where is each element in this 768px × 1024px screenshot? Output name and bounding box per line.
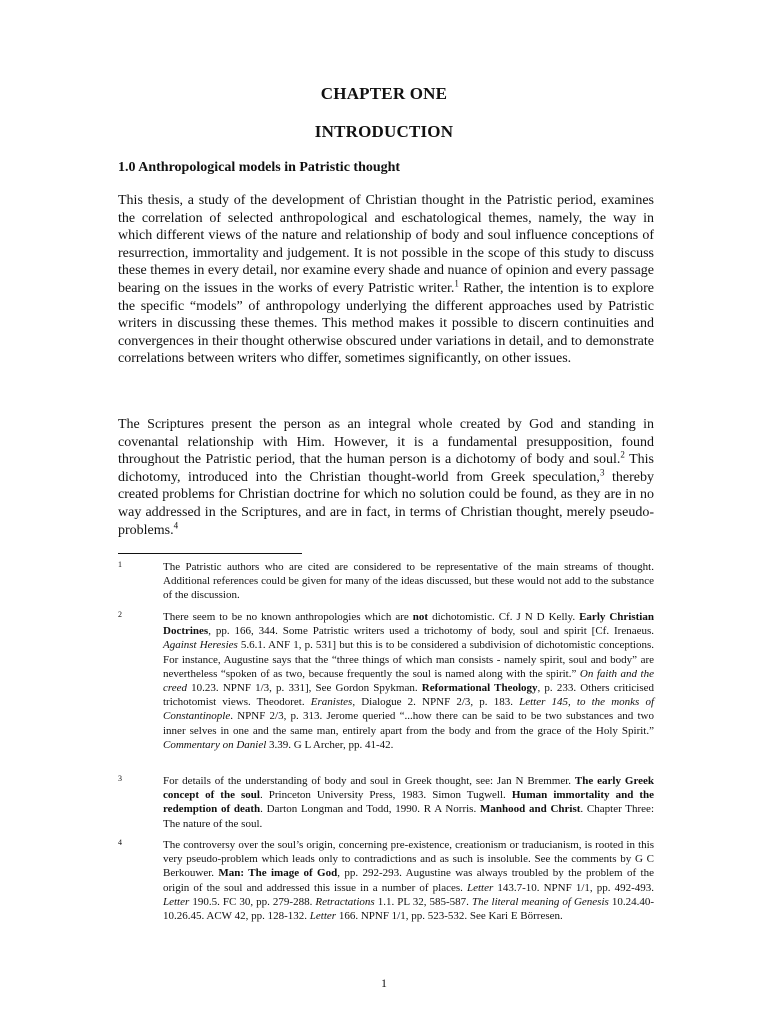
footnote-text <box>163 610 654 752</box>
book-title: Early Christian Doctrines <box>163 611 654 638</box>
footnote-run: For details of the understanding of body and soul in Greek thought, see: Jan N Bremmer. <box>163 775 575 787</box>
book-title: The early Greek concept of the soul <box>163 775 655 802</box>
chapter-heading: CHAPTER ONE <box>320 84 448 103</box>
work-title: On faith and the creed <box>163 667 654 695</box>
footnote-run: 1.1. PL 32, 585-587. <box>374 895 472 908</box>
footnote-run: , p. 233. Others criticised trichotomist views. Theodoret. <box>163 682 655 709</box>
footnote-number: 4 <box>118 838 122 847</box>
footnote-run: 10.23. NPNF 1/3, p. 331], See Gordon Spykman. <box>187 682 422 695</box>
footnote-run: . Darton Longman and Todd, 1990. R A Norris. <box>260 803 480 816</box>
section-heading: 1.0 Anthropological models in Patristic thought <box>118 160 401 175</box>
work-title: Letter 145, to the monks of Constantinople <box>163 696 654 723</box>
footnote-run: , pp. 166, 344. Some Patristic writers used a trichotomy of body, soul and spirit [Cf. Irenaeus. <box>208 625 654 638</box>
work-title: Letter <box>309 910 337 923</box>
footnote-text <box>163 838 654 923</box>
footnote-run: . NPNF 2/3, p. 313. Jerome queried “...how there can be said to be two substances and two inner selves in one and the same man, entirely apart from the body and from the grace of the Holy Spirit.” <box>163 710 654 737</box>
footnote-bold: not <box>412 611 429 623</box>
paragraph-text: The Scriptures present the person as an integral whole created by God and standing in covenantal relationship with Him. However, it is a fundamental presupposition, found throughout the Patristic period, that the human person is a dichotomy of body and soul. <box>118 417 654 468</box>
footnote-run: . Princeton University Press, 1983. Simon Tugwell. <box>259 789 512 802</box>
work-title: Commentary on Daniel <box>163 738 267 751</box>
footnote-number: 3 <box>118 774 122 783</box>
footnote-1 <box>118 560 654 603</box>
footnote-run: The controversy over the soul’s origin, concerning pre-existence, creationism or traducianism, is rooted in this very pseudo-problem which leads only to contradictions and as such is insoluble. See the comments by G C Berkouwer. <box>163 839 654 880</box>
paragraph-text: This dichotomy, introduced into the Christian thought-world from Greek speculation, <box>118 452 654 485</box>
footnote-3 <box>118 774 654 831</box>
work-title: Against Heresies <box>163 639 238 652</box>
work-title: Letter <box>466 881 494 894</box>
footnote-run: , pp. 292-293. Augustine was always troubled by the problem of the origin of the soul and addressed this issue in a number of places. <box>163 867 654 894</box>
footnote-number: 2 <box>118 610 122 619</box>
book-title: Human immortality and the redemption of death <box>163 789 655 816</box>
footnote-ref-1[interactable]: 1 <box>454 278 459 289</box>
book-title: Man: The image of God <box>218 867 338 880</box>
footnote-4 <box>118 838 654 923</box>
footnote-number: 1 <box>118 560 122 569</box>
chapter-title: INTRODUCTION <box>314 122 454 141</box>
footnote-ref-2[interactable]: 2 <box>620 449 625 460</box>
book-title: Reformational Theology <box>421 682 538 695</box>
work-title: The literal meaning of Genesis <box>471 895 609 908</box>
footnote-text <box>163 774 654 831</box>
paragraph-text: This thesis, a study of the development of Christian thought in the Patristic period, examines the correlation of selected anthropological and eschatological themes, namely, the way in which different views of the nature and relationship of body and soul influence conceptions of resurrection, immortality and judgement. It is not possible in the scope of this study to discuss these themes in every detail, nor examine every shade and nuance of opinion and every passage bearing on the issues in the works of every Patristic writer. <box>118 193 654 296</box>
footnote-run: 190.5. FC 30, pp. 279-288. <box>189 895 316 908</box>
footnote-run: 166. NPNF 1/1, pp. 523-532. See Kari E Börresen. <box>336 910 563 923</box>
body-paragraph-2 <box>118 416 654 539</box>
footnote-run: , Dialogue 2. NPNF 2/3, p. 183. <box>352 696 520 709</box>
paragraph-text: Rather, the intention is to explore the specific “models” of anthropology underlying the different approaches used by Patristic writers in discussing these themes. This method makes it possible to discern continuities and convergences in their thought otherwise obscured under variations in detail, and to demonstrate correlations between writers who differ, sometimes significantly, on other issues. <box>118 280 654 367</box>
work-title: Letter <box>163 895 190 908</box>
footnote-text: The Patristic authors who are cited are considered to be representative of the main streams of thought. Additional references could be given for many of the ideas discussed, but these would not add to the substance of the discussion. <box>163 561 654 602</box>
footnote-run: 3.39. G L Archer, pp. 41-42. <box>266 738 394 751</box>
footnote-separator <box>118 553 302 554</box>
footnote-run: 143.7-10. NPNF 1/1, pp. 492-493. <box>493 881 654 894</box>
work-title: Eranistes <box>310 696 353 709</box>
body-paragraph-1 <box>118 192 654 368</box>
footnote-2 <box>118 610 654 752</box>
footnote-run: . Chapter Three: The nature of the soul. <box>163 803 654 830</box>
footnote-ref-4[interactable]: 4 <box>173 519 179 530</box>
work-title: Retractations <box>315 895 375 908</box>
footnote-run: 10.24.40-10.26.45. ACW 42, pp. 128-132. <box>163 895 654 923</box>
paragraph-text: thereby created problems for Christian doctrine for which no solution could be found, as they are in no way addressed in the Scriptures, and are in fact, in terms of Christian thought, merely pseudo-problems. <box>118 469 654 538</box>
footnote-run: dichotomistic. Cf. J N D Kelly. <box>428 611 580 623</box>
page-number: 1 <box>381 976 387 990</box>
footnote-ref-3[interactable]: 3 <box>599 467 605 478</box>
footnote-run: There seem to be no known anthropologies which are <box>163 611 413 623</box>
footnote-run: 5.6.1. ANF 1, p. 531] but this is to be considered a subdivision of dichotomistic conceptions. For instance, Augustine says that the “three things of which man consists - namely spirit, soul and body” are nevertheless “spoken of as two, because frequently the soul is named along with the spirit.” <box>163 639 654 680</box>
book-title: Manhood and Christ <box>479 803 581 816</box>
